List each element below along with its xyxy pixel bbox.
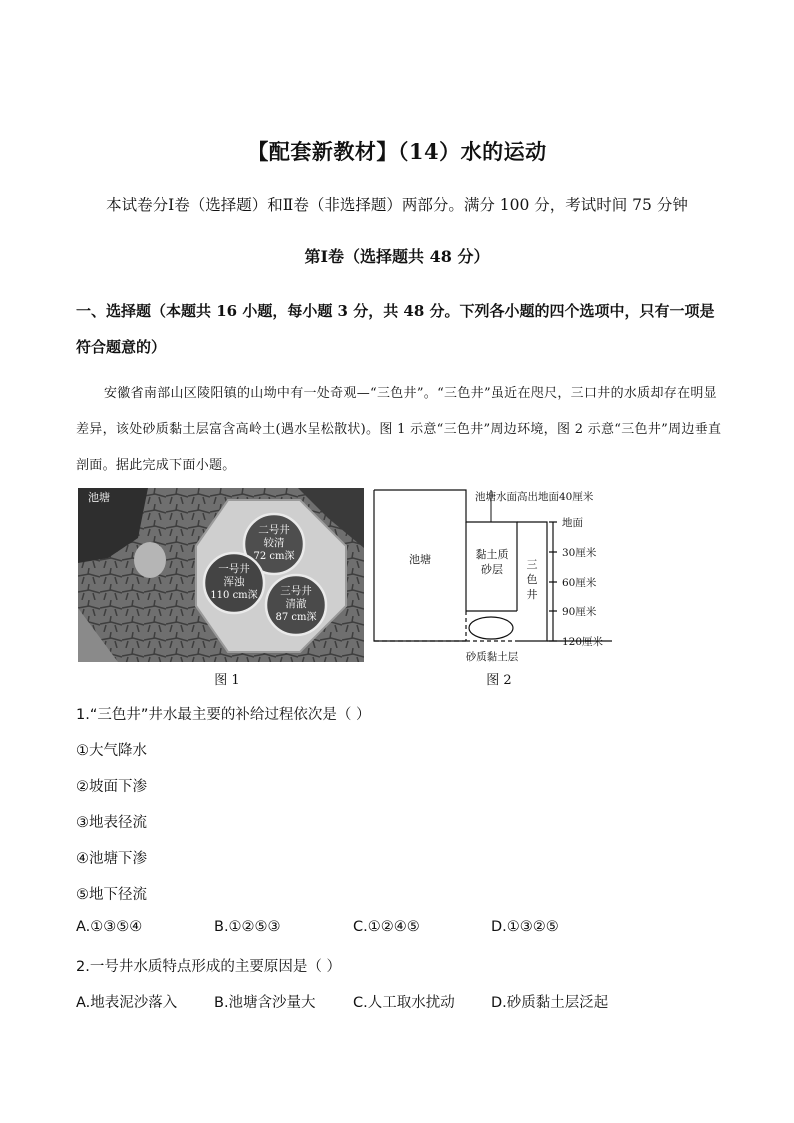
- doc-title: 【配套新教材】（14）水的运动: [247, 139, 547, 164]
- exam-intro: 本试卷分Ⅰ卷（选择题）和Ⅱ卷（非选择题）两部分。满分 100 分，考试时间 75 分钟: [106, 196, 688, 214]
- question-1-item-2: ②坡面下渗: [76, 779, 147, 795]
- fig1-well1-quality: 浑浊: [223, 576, 245, 588]
- fig1-well1-depth: 110 cm深: [210, 590, 258, 601]
- fig2-well-char3: 井: [526, 588, 538, 601]
- question-2-option-a[interactable]: A.地表泥沙落入: [76, 995, 178, 1011]
- question-2-option-b[interactable]: B.池塘含沙量大: [214, 995, 316, 1011]
- fig2-layer-line2: 砂层: [481, 563, 503, 576]
- question-2-option-c[interactable]: C.人工取水扰动: [353, 995, 455, 1011]
- fig2-ground-label: 地面: [562, 517, 583, 529]
- fig1-well2-depth: 72 cm深: [253, 551, 295, 562]
- fig2-well-char1: 三: [526, 558, 538, 571]
- question-1-item-4: ④池塘下渗: [76, 851, 147, 867]
- fig2-well-char2: 色: [526, 573, 538, 586]
- figure-2-caption: 图 2: [486, 673, 512, 688]
- fig2-depth-60: 60厘米: [562, 577, 597, 589]
- fig1-well3-name: 三号井: [280, 585, 312, 597]
- figure-1-caption: 图 1: [214, 673, 240, 688]
- fig2-bottom-label: 砂质黏土层: [465, 651, 519, 663]
- fig1-well3-depth: 87 cm深: [275, 612, 317, 623]
- question-1-option-d[interactable]: D.①③②⑤: [491, 919, 559, 935]
- question-1-item-3: ③地表径流: [76, 815, 147, 831]
- fig1-well3-quality: 清澈: [285, 598, 307, 610]
- section-heading: 一、选择题（本题共 16 小题，每小题 3 分，共 48 分。下列各小题的四个选项中，只有一项是符合题意的）: [76, 302, 715, 356]
- question-1-item-5: ⑤地下径流: [76, 887, 147, 903]
- question-1-stem: 1.“三色井”井水最主要的补给过程依次是（ ）: [76, 707, 371, 723]
- fig2-layer-line1: 黏土质: [475, 548, 509, 561]
- fig2-top-note: 池塘水面高出地面40厘米: [475, 491, 594, 503]
- figure-1-photo: [78, 488, 364, 662]
- fig2-pond-label: 池塘: [409, 553, 431, 566]
- fig1-well2-name: 二号井: [258, 524, 290, 536]
- fig2-depth-120: 120厘米: [562, 636, 604, 648]
- question-2-stem: 2.一号井水质特点形成的主要原因是（ ）: [76, 959, 341, 975]
- figure-2-profile: [372, 488, 612, 664]
- question-2-option-d[interactable]: D.砂质黏土层泛起: [491, 995, 609, 1011]
- fig2-depth-90: 90厘米: [562, 606, 597, 618]
- fig1-pond-label: 池塘: [88, 491, 110, 504]
- question-1-option-c[interactable]: C.①②④⑤: [353, 919, 420, 935]
- section-title: 第Ⅰ卷（选择题共 48 分）: [304, 247, 490, 266]
- reading-passage: 安徽省南部山区陵阳镇的山坳中有一处奇观—“三色井”。“三色井”虽近在咫尺，三口井的水质却存在明显差异，该处砂质黏土层富含高岭土(遇水呈松散状)。图 1 示意“三色井”周边环境，图 2 示意“三色井”周边垂直剖面。据此完成下面小题。: [76, 386, 722, 473]
- question-1-option-a[interactable]: A.①③⑤④: [76, 919, 143, 935]
- question-1-option-b[interactable]: B.①②⑤③: [214, 919, 281, 935]
- question-1-item-1: ①大气降水: [76, 743, 147, 759]
- fig2-depth-30: 30厘米: [562, 547, 597, 559]
- fig1-well2-quality: 较清: [263, 537, 285, 549]
- fig1-well1-name: 一号井: [218, 563, 250, 575]
